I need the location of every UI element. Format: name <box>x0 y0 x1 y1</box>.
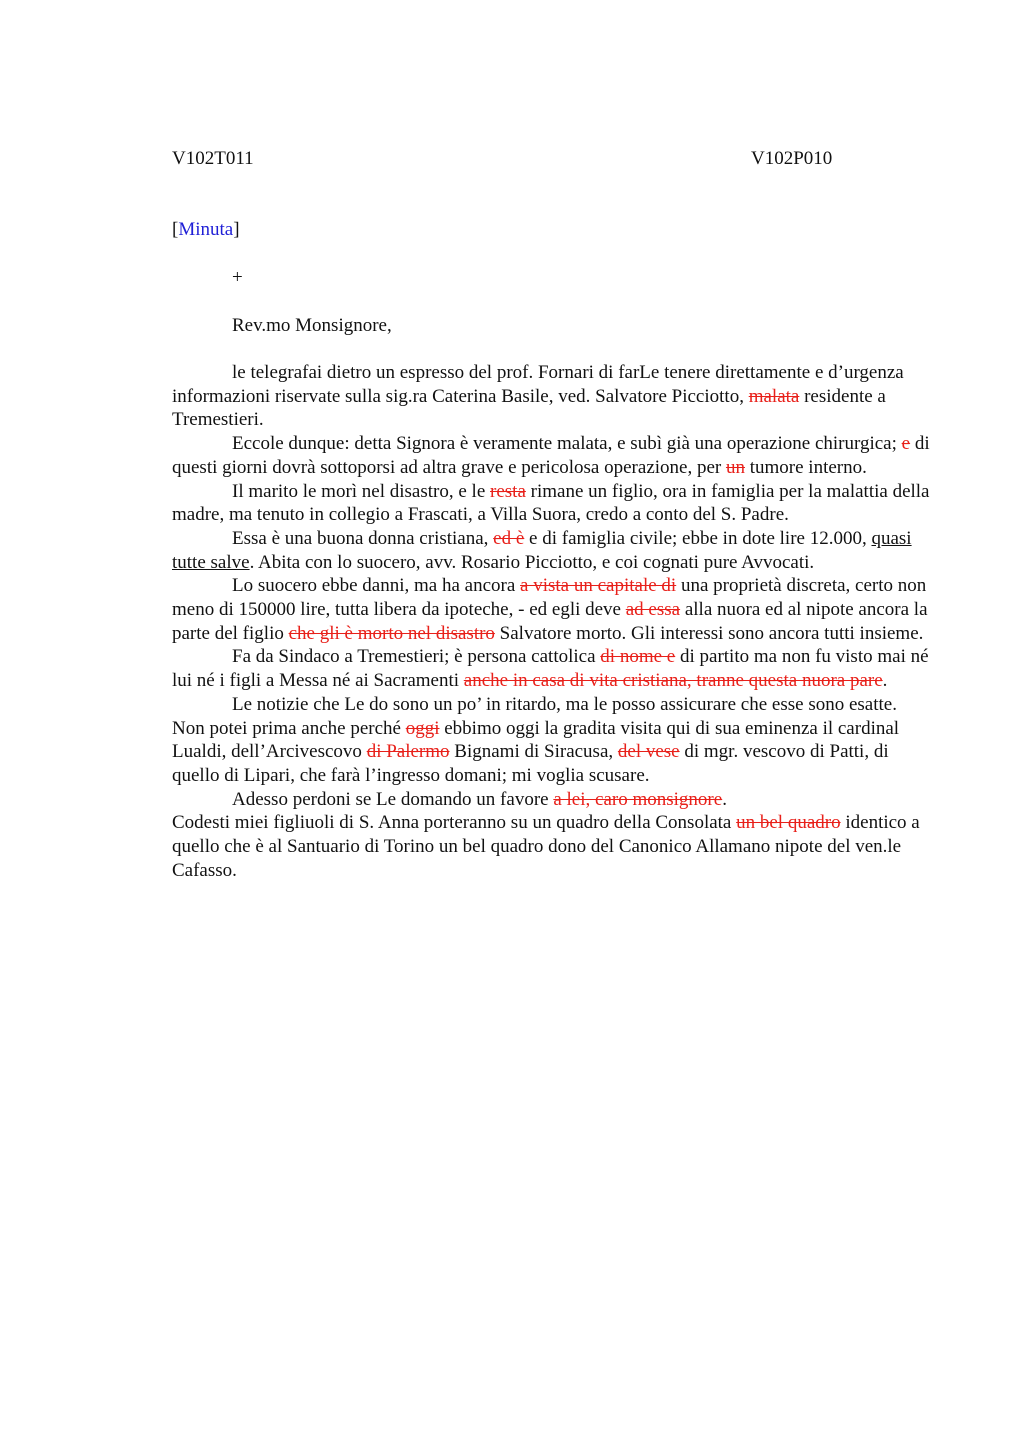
paragraph-9 <box>172 811 932 882</box>
underlined-text: quasi tutte salve <box>172 527 912 573</box>
text-run: identico a quello che è al Santuario di Torino un bel quadro dono del Canonico Allamano nipote del ven.le Cafasso. <box>172 812 920 881</box>
paragraph-4 <box>172 527 932 574</box>
deleted-text: un bel quadro <box>736 812 841 834</box>
text-run: di questi giorni dovrà sottoporsi ad altra grave e pericolosa operazione, per <box>172 433 930 478</box>
deleted-text: di Palermo <box>366 741 450 763</box>
deleted-text: resta <box>490 480 526 502</box>
paragraph-8 <box>172 788 932 812</box>
paragraph-3 <box>172 480 932 527</box>
text-run: . <box>882 670 888 692</box>
paragraph-6 <box>172 645 932 692</box>
text-run: Essa è una buona donna cristiana, <box>232 527 494 549</box>
text-run: Bignami di Siracusa, <box>449 741 618 763</box>
paragraph-2 <box>172 432 932 479</box>
text-run: le telegrafai dietro un espresso del prof. Fornari di farLe tenere direttamente e d’urgenza informazioni riservate sulla sig.ra Caterina Basile, ved. Salvatore Picciotto, <box>172 362 904 407</box>
text-run: Lo suocero ebbe danni, ma ha ancora <box>232 575 521 597</box>
text-run: Le notizie che Le do sono un po’ in ritardo, ma le posso assicurare che esse sono esatte. Non potei prima anche perché <box>172 693 897 739</box>
deleted-text: anche in casa di vita cristiana, tranne questa nuora pare <box>463 670 883 692</box>
deleted-text: oggi <box>405 717 440 739</box>
text-run: . <box>722 788 727 810</box>
deleted-text: a vista un capitale di <box>520 575 677 597</box>
text-run: e di famiglia civile; ebbe in dote lire 12.000, <box>524 527 872 549</box>
text-run: rimane un figlio, ora in famiglia per la malattia della madre, ma tenuto in collegio a Frascati, a Villa Suora, credo a conto del S. Padre. <box>172 480 930 526</box>
text-run: Eccole dunque: detta Signora è veramente malata, e subì già una operazione chirurgica; <box>232 433 902 455</box>
deleted-text: a lei, caro monsignore <box>553 788 723 810</box>
close-bracket: ] <box>233 219 240 240</box>
text-run: Adesso perdoni se Le domando un favore <box>232 788 554 810</box>
text-run: Il marito le morì nel disastro, e le <box>232 480 491 502</box>
text-run: Salvatore morto. Gli interessi sono ancora tutti insieme. <box>494 622 924 644</box>
cross-mark: + <box>232 267 243 288</box>
deleted-text: ed è <box>493 527 525 549</box>
document-code-left: V102T011 <box>172 148 254 169</box>
deleted-text: un <box>725 456 745 478</box>
deleted-text: malata <box>748 385 800 407</box>
text-run: tumore interno. <box>744 456 867 478</box>
document-code-right: V102P010 <box>751 148 833 169</box>
deleted-text: del vese <box>617 741 680 763</box>
text-run: residente a Tremestieri. <box>172 385 886 431</box>
deleted-text: che gli è morto nel disastro <box>288 622 495 644</box>
text-run: alla nuora ed al nipote ancora la parte del figlio <box>172 599 928 644</box>
letter-body <box>172 361 932 882</box>
deleted-text: e <box>901 433 911 455</box>
text-run: . Abita con lo suocero, avv. Rosario Picciotto, e coi cognati pure Avvocati. <box>249 551 815 573</box>
text-run: di mgr. vescovo di Patti, di quello di Lipari, che farà l’ingresso domani; mi voglia scusare. <box>172 741 889 786</box>
salutation: Rev.mo Monsignore, <box>232 315 392 336</box>
text-run: una proprietà discreta, certo non meno di 150000 lire, tutta libera da ipoteche, - ed egli deve <box>172 575 927 621</box>
minuta-text: Minuta <box>178 219 234 240</box>
paragraph-7 <box>172 693 932 788</box>
open-bracket: [ <box>172 219 179 240</box>
paragraph-1 <box>172 361 932 432</box>
deleted-text: di nome e <box>600 646 676 668</box>
deleted-text: ad essa <box>625 599 681 621</box>
minuta-label <box>172 218 240 242</box>
text-run: Fa da Sindaco a Tremestieri; è persona cattolica <box>232 646 601 668</box>
paragraph-5 <box>172 574 932 645</box>
text-run: Codesti miei figliuoli di S. Anna porteranno su un quadro della Consolata <box>172 812 737 834</box>
text-run: ebbimo oggi la gradita visita qui di sua eminenza il cardinal Lualdi, dell’Arcivescovo <box>172 717 900 763</box>
text-run: di partito ma non fu visto mai né lui né i figli a Messa né ai Sacramenti <box>172 646 929 692</box>
